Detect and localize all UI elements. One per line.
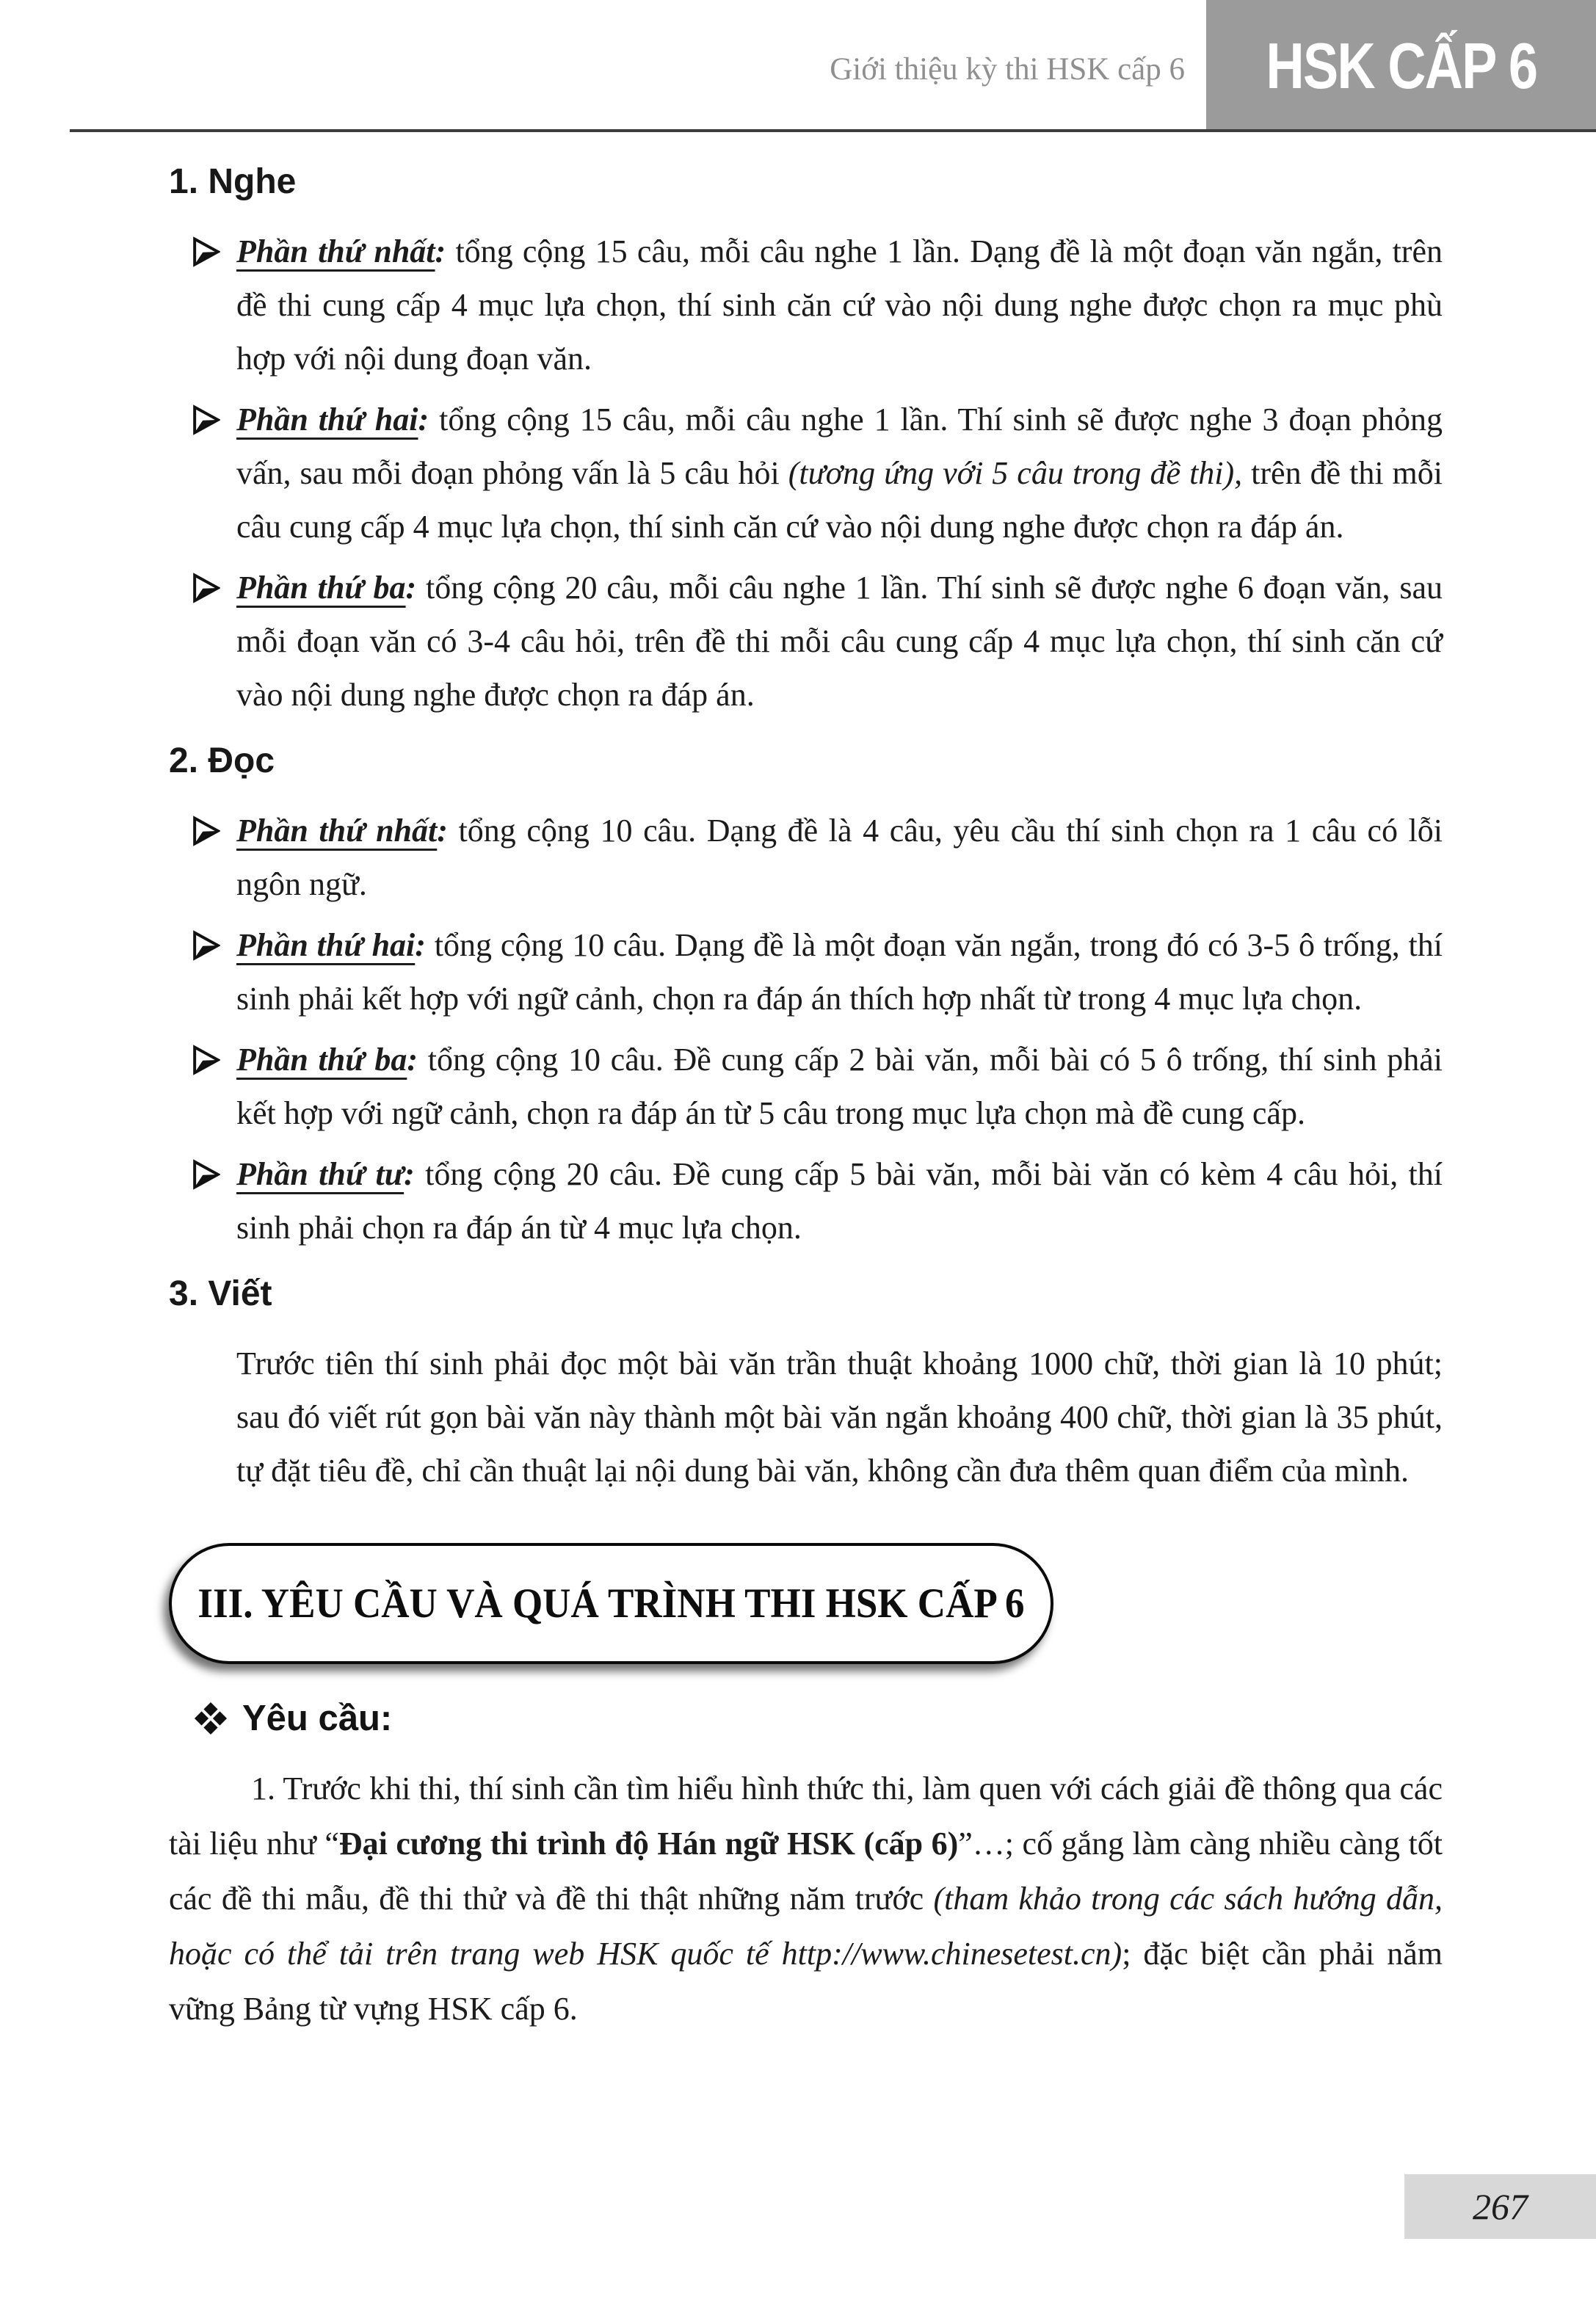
requirements-heading-label: Yêu cầu: — [242, 1699, 393, 1738]
doc-bullet-list — [169, 804, 1443, 1254]
section-banner-title: III. YÊU CẦU VÀ QUÁ TRÌNH THI HSK CẤP 6 — [197, 1580, 1025, 1627]
section-heading-doc: 2. Đọc — [169, 741, 275, 780]
section-heading-viet: 3. Viết — [169, 1274, 272, 1313]
requirements-paragraph: 1. Trước khi thi, thí sinh cần tìm hiểu hình thức thi, làm quen với cách giải đề thông qua các tài liệu như “Đại cương thi trình độ Hán ngữ HSK (cấp 6)”…; cố gắng làm càng nhiều càng tốt các đề thi mẫu, đề thi thử và đề thi thật những năm trước (tham khảo trong các sách hướng dẫn, hoặc có thể tải trên trang web HSK quốc tế http://www.chinesetest.cn); đặc biệt cần phải nắm vững Bảng từ vựng HSK cấp 6. — [169, 1771, 1443, 2027]
bullet-arrow-icon — [192, 573, 220, 603]
bullet-arrow-icon — [192, 1045, 220, 1075]
bullet-text: Phần thứ tư: tổng cộng 20 câu. Đề cung cấp 5 bài văn, mỗi bài văn có kèm 4 câu hỏi, thí sinh phải chọn ra đáp án từ 4 mục lựa chọn. — [236, 1156, 1443, 1246]
viet-paragraph: Trước tiên thí sinh phải đọc một bài văn trần thuật khoảng 1000 chữ, thời gian là 10 phút; sau đó viết rút gọn bài văn này thành một bài văn ngắn khoảng 400 chữ, thời gian là 35 phút, tự đặt tiêu đề, chỉ cần thuật lại nội dung bài văn, không cần đưa thêm quan điểm của mình. — [236, 1346, 1443, 1489]
section-banner — [169, 1543, 1053, 1664]
page-number: 267 — [1473, 2186, 1528, 2227]
bullet-text: Phần thứ nhất: tổng cộng 10 câu. Dạng đề là 4 câu, yêu cầu thí sinh chọn ra 1 câu có lỗi ngôn ngữ. — [236, 813, 1443, 902]
bullet-text: Phần thứ hai: tổng cộng 10 câu. Dạng đề là một đoạn văn ngắn, trong đó có 3-5 ô trống, thí sinh phải kết hợp với ngữ cảnh, chọn ra đáp án thích hợp nhất từ trong 4 mục lựa chọn. — [236, 927, 1443, 1017]
list-item — [236, 393, 1443, 553]
list-item — [236, 561, 1443, 722]
bullet-arrow-icon — [192, 930, 220, 961]
list-item — [236, 225, 1443, 385]
bullet-text: Phần thứ ba: tổng cộng 20 câu, mỗi câu nghe 1 lần. Thí sinh sẽ được nghe 6 đoạn văn, sau mỗi đoạn văn có 3-4 câu hỏi, trên đề thi mỗi câu cung cấp 4 mục lựa chọn, thí sinh căn cứ vào nội dung nghe được chọn ra đáp án. — [236, 570, 1443, 713]
bullet-arrow-icon — [192, 1159, 220, 1190]
bullet-arrow-icon — [192, 404, 220, 435]
requirements-heading — [194, 1698, 1443, 1739]
header-rule — [70, 129, 1596, 132]
bullet-text: Phần thứ ba: tổng cộng 10 câu. Đề cung cấp 2 bài văn, mỗi bài có 5 ô trống, thí sinh phải kết hợp với ngữ cảnh, chọn ra đáp án từ 5 câu trong mục lựa chọn mà đề cung cấp. — [236, 1042, 1443, 1131]
bullet-arrow-icon — [192, 816, 220, 846]
section-heading-nghe: 1. Nghe — [169, 162, 297, 201]
diamond-bullet-icon — [194, 1702, 228, 1735]
chapter-tab — [1206, 0, 1596, 132]
running-title: Giới thiệu kỳ thi HSK cấp 6 — [830, 52, 1185, 87]
list-item — [236, 918, 1443, 1025]
list-item — [236, 1147, 1443, 1254]
chapter-tab-label: HSK CẤP 6 — [1266, 29, 1537, 102]
nghe-bullet-list — [169, 225, 1443, 722]
list-item — [236, 1033, 1443, 1140]
page-content — [169, 154, 1443, 2036]
bullet-arrow-icon — [192, 236, 220, 267]
bullet-text: Phần thứ hai: tổng cộng 15 câu, mỗi câu nghe 1 lần. Thí sinh sẽ được nghe 3 đoạn phỏng vấn, sau mỗi đoạn phỏng vấn là 5 câu hỏi (tương ứng với 5 câu trong đề thi), trên đề thi mỗi câu cung cấp 4 mục lựa chọn, thí sinh căn cứ vào nội dung nghe được chọn ra đáp án. — [236, 402, 1443, 545]
bullet-text: Phần thứ nhất: tổng cộng 15 câu, mỗi câu nghe 1 lần. Dạng đề là một đoạn văn ngắn, trên đề thi cung cấp 4 mục lựa chọn, thí sinh căn cứ vào nội dung nghe được chọn ra mục phù hợp với nội dung đoạn văn. — [236, 233, 1443, 377]
page-number-box — [1404, 2174, 1596, 2239]
list-item — [236, 804, 1443, 911]
